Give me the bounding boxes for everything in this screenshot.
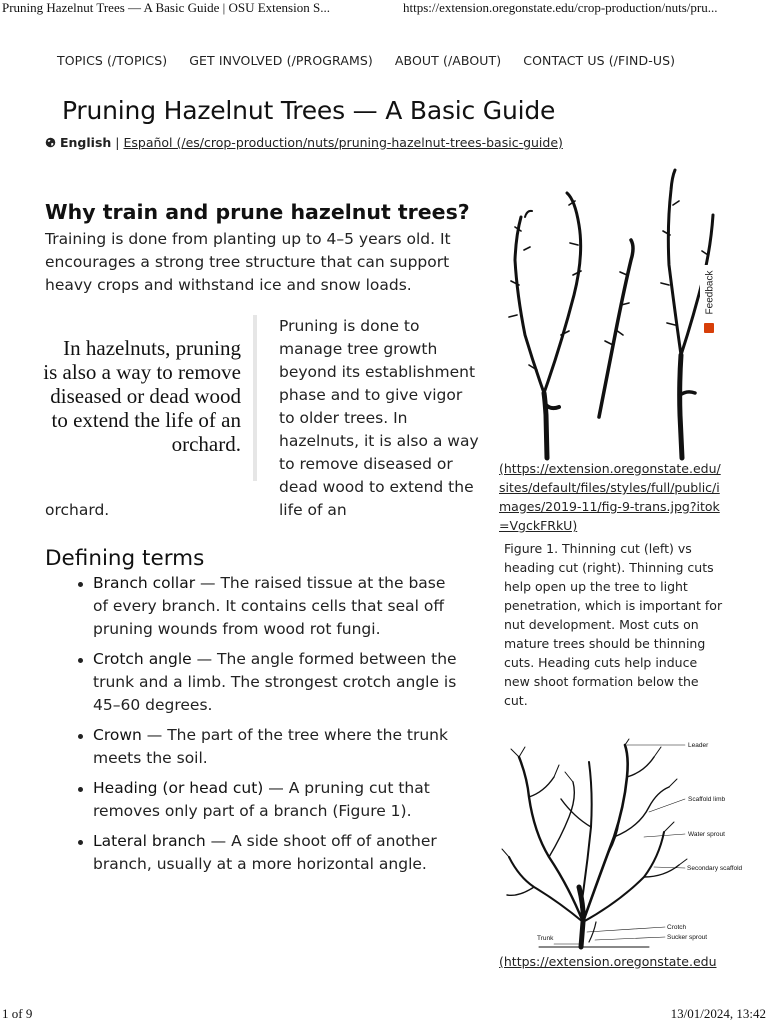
figure-2-image[interactable] xyxy=(499,737,743,949)
print-footer xyxy=(0,1006,768,1024)
print-timestamp: 13/01/2024, 13:42 xyxy=(670,1006,766,1021)
figure-1-link[interactable]: (https://extension.oregonstate.edu/sites/default/files/styles/full/public/images/2019-11/fig-9-trans.jpg?itok=VgckFRkU) xyxy=(499,461,721,533)
list-item xyxy=(45,777,465,823)
pull-quote-line: is also a way to remove xyxy=(43,360,241,384)
list-item xyxy=(45,830,465,876)
label-water-sprout: Water sprout xyxy=(688,831,725,838)
term-name: Crown xyxy=(93,726,142,744)
lang-separator: | xyxy=(115,135,120,150)
term-name: Heading (or head cut) xyxy=(93,779,264,797)
paragraph-pruning-end: orchard. xyxy=(45,501,110,519)
pull-quote-line: diseased or dead wood xyxy=(50,384,241,408)
figure-2-link[interactable]: (https://extension.oregonstate.edu xyxy=(499,954,717,969)
bullet-icon xyxy=(78,582,83,587)
term-definition: — The raised tissue at the base of every branch. It contains cells that seal off pruning wounds from wood rot fungi. xyxy=(93,574,446,638)
label-leader: Leader xyxy=(688,742,709,749)
label-scaffold-limb: Scaffold limb xyxy=(688,796,726,803)
section-why-prune xyxy=(45,200,475,297)
bullet-icon xyxy=(78,734,83,739)
lang-current: English xyxy=(59,135,112,150)
list-item xyxy=(45,572,465,641)
label-crotch: Crotch xyxy=(667,924,687,931)
pull-quote-line: to extend the life of an xyxy=(51,408,241,432)
bullet-icon xyxy=(78,787,83,792)
nav-contact[interactable]: CONTACT US (/FIND-US) xyxy=(523,53,676,68)
term-definition: — A side shoot off of another branch, usually at a more horizontal angle. xyxy=(93,832,437,873)
term-name: Branch collar xyxy=(93,574,196,592)
figure-1-caption: Figure 1. Thinning cut (left) vs heading cut (right). Thinning cuts help open up the tree to light penetration, which is important for nut development. Most cuts on mature trees should be thinning cuts. Heading cuts help induce new shoot formation below the cut. xyxy=(504,541,723,708)
nav-about[interactable]: ABOUT (/ABOUT) xyxy=(394,53,502,68)
tab-title: Pruning Hazelnut Trees — A Basic Guide | OSU Extension S... xyxy=(2,0,330,15)
label-sucker-sprout: Sucker sprout xyxy=(667,934,708,941)
term-name: Lateral branch xyxy=(93,832,206,850)
paragraph-pruning: Pruning is done to manage tree growth beyond its establishment phase and to give vigor to older trees. In hazelnuts, it is also a way to remove diseased or dead wood to extend the life of an xyxy=(279,317,479,519)
pull-quote-line: orchard. xyxy=(171,432,241,456)
feedback-icon xyxy=(704,323,714,333)
term-definition: — The part of the tree where the trunk meets the soil. xyxy=(93,726,448,767)
list-item xyxy=(45,648,465,717)
term-name: Crotch angle xyxy=(93,650,192,668)
label-trunk: Trunk xyxy=(537,935,554,942)
term-definition: — The angle formed between the trunk and a limb. The strongest crotch angle is 45–60 degrees. xyxy=(93,650,457,714)
pull-quote xyxy=(45,336,245,460)
pull-quote-divider xyxy=(253,315,257,481)
defining-terms-heading: Defining terms xyxy=(45,546,205,571)
pull-quote-line: In hazelnuts, pruning xyxy=(63,336,241,360)
page-count: 1 of 9 xyxy=(2,1006,33,1021)
top-nav xyxy=(57,53,697,68)
nav-topics[interactable]: TOPICS (/TOPICS) xyxy=(57,53,168,68)
terms-list xyxy=(45,572,465,883)
paragraph-training: Training is done from planting up to 4–5 years old. It encourages a strong tree structure that can support heavy crops and withstand ice and snow loads. xyxy=(45,230,451,294)
globe-icon xyxy=(45,137,56,148)
figure-1-image[interactable] xyxy=(499,165,721,458)
lang-espanol-link[interactable]: Español (/es/crop-production/nuts/pruning-hazelnut-trees-basic-guide) xyxy=(123,135,563,150)
print-header xyxy=(0,0,768,20)
language-switcher xyxy=(45,135,563,150)
bullet-icon xyxy=(78,840,83,845)
page-title: Pruning Hazelnut Trees — A Basic Guide xyxy=(62,96,556,125)
term-definition: — A pruning cut that removes only part of a branch (Figure 1). xyxy=(93,779,430,820)
bullet-icon xyxy=(78,658,83,663)
list-item xyxy=(45,724,465,770)
section-heading: Why train and prune hazelnut trees? xyxy=(45,200,470,224)
feedback-label: Feedback xyxy=(704,270,716,315)
feedback-tab[interactable] xyxy=(700,265,718,345)
nav-get-involved[interactable]: GET INVOLVED (/PROGRAMS) xyxy=(189,53,373,68)
label-secondary-scaffold: Secondary scaffold xyxy=(687,865,743,872)
page-url[interactable]: https://extension.oregonstate.edu/crop-production/nuts/pru... xyxy=(403,0,718,15)
